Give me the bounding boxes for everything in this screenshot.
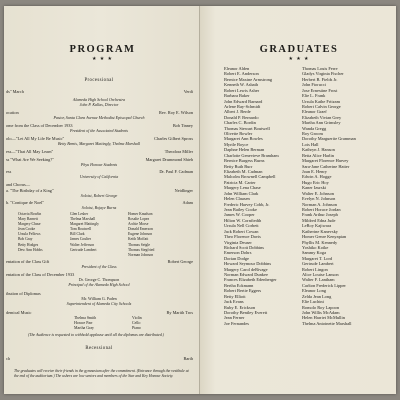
graduate-name: Robert E. Anderson (224, 71, 259, 77)
graduate-name: Bernice Burgess Burns (224, 158, 265, 164)
chorus-name: Dew Ann Hobbs (18, 247, 43, 252)
graduate-name: Margaret Ann Bowles (224, 136, 263, 142)
trio-instrument: Piano (132, 326, 141, 330)
graduate-name: Carlton Frederick Lipper (302, 282, 346, 288)
graduate-name: Katherine Kanevsky (302, 228, 338, 234)
program-item: ss "What Are We Seeking?" (6, 157, 54, 162)
graduate-name: Dorian Dodge (224, 255, 249, 261)
program-stars: ★ ★ ★ (92, 57, 113, 62)
chorus-name: Betty Hodges (18, 242, 39, 247)
program-item: b. "Contique de Noel" (6, 200, 45, 205)
graduate-name: John Edward Barnard (224, 98, 263, 104)
chorus-name: James Coulter (70, 237, 91, 242)
graduate-name: James W. Cooper (224, 212, 255, 218)
graduate-name: Olivette Bowler (224, 131, 253, 137)
graduate-name: Betty Elliott (224, 293, 246, 299)
processional-label: Processional (84, 78, 114, 83)
graduate-name: Robert Lingon (302, 266, 328, 272)
program-item: and Chorus— (6, 182, 30, 187)
program-note: Betty Bemis, Margaret Mattingly, Thelma Marshall (57, 141, 141, 146)
chorus-name: Tom Boutwell (70, 227, 92, 232)
graduate-name: Hugo Eric Hoy (302, 179, 329, 185)
graduate-name: Robert Lewis Asher (224, 87, 260, 93)
graduate-name: Margery Carol deRivage (224, 266, 268, 272)
graduate-name: Jose Ernestine Frost (302, 87, 338, 93)
chorus-name: Norman Johnson (128, 252, 154, 257)
chorus-name: Thomas Siegfried (128, 247, 155, 252)
footer-note: The graduates will receive their friends in the gymnasium after the commitment. (Entrance through the vestibule at the end of the auditorium.) The ushers are low seniors and members of the Star and Key Honour Society. (14, 369, 189, 378)
graduate-name: Margaret T. Lord (302, 255, 333, 261)
graduate-name: Jean Bailey Cooke (224, 206, 257, 212)
program-item-performer: Robert George (167, 259, 193, 264)
chorus-name: Gertrude Lambert (70, 247, 97, 252)
graduate-name: Arlene Ray-Schmidt (224, 103, 261, 109)
trio-note: (The Audience is requested to withhold applause until all the diplomas are distributed.) (28, 333, 164, 337)
graduate-name: Mildred Edna Jude (302, 217, 336, 223)
graduate-name: Margaret Florence Harvey (302, 158, 349, 164)
graduate-name: Myrtle Boyce (224, 141, 249, 147)
graduate-name: Hilton W. Cornfiedth (224, 217, 262, 223)
graduate-name: Kaner Izurski (302, 185, 327, 191)
program-item-performer: By Marith Tros (166, 310, 193, 315)
graduate-name: Charlotte Genevieve Bramham (224, 152, 279, 158)
program-note: Principal of the Alameda High School (68, 282, 130, 287)
trio-instrument: Violin (132, 316, 142, 320)
chorus-column (70, 212, 99, 258)
graduate-name: Emerson Dohrs (224, 250, 252, 256)
program-item-performer: Rev. Roy E. Wilson (159, 110, 193, 115)
chorus-name: Keith Moffatt (128, 237, 149, 242)
chorus-name: Rosalie Lopez (128, 217, 150, 222)
graduate-name: Eleanor Graef (302, 109, 327, 115)
program-item-performer: Charles Gilbert Spross (154, 136, 193, 141)
graduate-name: John Fiorucci (302, 82, 327, 88)
graduate-name: Gladys Virginia Fischer (302, 71, 344, 77)
graduate-name: Charles C. Bordin (224, 120, 256, 126)
program-note: Dr. George C. Thompson (78, 277, 120, 282)
graduate-name: LeRoy Kajiwara (302, 223, 332, 229)
graduate-name: Gertrude Lambert (302, 261, 334, 267)
program-item-performer: Margaret Drummond Shieh (145, 157, 193, 162)
graduates-column-1 (224, 66, 279, 326)
chorus-name (70, 253, 99, 258)
program-note: John P. Kallas, Director (79, 102, 119, 107)
graduate-name: Walter E. Johnson (302, 190, 334, 196)
program-note: President of the Associated Students (70, 128, 128, 133)
graduate-name: Thomas Louis Ferre (302, 66, 338, 71)
graduate-name: Alice Louise Lanson (302, 272, 339, 278)
graduate-name: Daphne Helen Berman (224, 147, 265, 153)
graduate-name: Ursula Nell Corbett (224, 223, 259, 229)
graduates-page (200, 6, 396, 394)
trio-member: Thelma Smith (74, 316, 97, 320)
graduate-name: Edwin A. Hogge (302, 174, 332, 180)
chorus-name: Octavia Bowlin (18, 212, 42, 216)
graduate-name: Zelda Jean Long (302, 293, 332, 299)
graduate-name: Margery Lena Chase (224, 185, 261, 191)
program-note: Soloist, Robert George (80, 193, 118, 198)
graduate-name: Thelma Antoinette Marshall (302, 320, 352, 326)
program-item: ocation (6, 110, 19, 115)
graduates-column-2 (302, 66, 356, 326)
graduate-name: Virginia Deuser (224, 239, 252, 245)
graduate-name: Betta Alice Harlin (302, 152, 334, 158)
chorus-name: Walter Jefferson (70, 242, 95, 247)
program-note: Phyu Honour Students (80, 162, 118, 167)
graduate-name: Joe Fernandes (224, 320, 249, 326)
graduate-name: Albert J. Berde (224, 109, 251, 115)
graduate-name: Sara-Jane Catherine Hatter (302, 163, 350, 169)
graduate-name: Betty Ruth Burr (224, 163, 253, 169)
graduate-name: Kenneth W. Asbath (224, 82, 259, 88)
graduate-name: Elie L. Frank (302, 93, 326, 99)
chorus-column (18, 212, 43, 258)
program-note: Alameda High School Orchestra (72, 97, 126, 102)
graduate-name: Jack Evans (224, 299, 244, 305)
program-item: demical Music (6, 310, 32, 315)
recessional-label: Recessional (85, 346, 113, 351)
graduate-name: Yoshiko Koike (302, 244, 329, 250)
graduate-name: Homer Genre Kenyapian (302, 234, 347, 240)
graduate-name: Joan E. Henry (302, 169, 327, 175)
program-booklet (4, 6, 396, 394)
program-item-performer: Theodora Miller (164, 149, 193, 154)
program-item-performer: Verdi (183, 89, 193, 94)
graduate-name: Herbert B. Fields Jr. (302, 76, 338, 82)
program-item: ess—"That All May Learn" (6, 149, 54, 154)
chorus-name: Bill Clark (70, 232, 85, 237)
graduate-name: Jean Ferner (224, 315, 245, 321)
graduate-name: Robert Bertie Eggers (224, 288, 262, 294)
graduates-stars: ★ ★ ★ (288, 57, 310, 62)
chorus-name: Eugene Johnson (128, 232, 153, 237)
program-item: entation of the Class Gift (6, 259, 50, 264)
recessional-composer: Barth (183, 356, 193, 361)
graduate-name: Kathryn J. Hanson (302, 147, 335, 153)
graduate-name: Bernice Maxine Armstrong (224, 76, 273, 82)
program-item: olo—"Let All My Life Be Music" (6, 136, 65, 141)
graduate-name: Eleanor Alden (224, 66, 250, 71)
graduate-name: Lois Hall (302, 141, 319, 147)
graduate-name: Romolo Roy Lapoon (302, 304, 340, 310)
graduate-name: Ursula Kathe Fritzam (302, 98, 341, 104)
graduate-name: Robert Calvin George (302, 103, 341, 109)
graduate-name: Phyllis M. Kennedy (302, 239, 338, 245)
chorus-name (18, 253, 43, 258)
graduate-name: Helen Clausen (224, 196, 250, 202)
recessional-item: ch (6, 356, 11, 361)
program-title: PROGRAM (69, 44, 136, 55)
graduate-name: Bertha Eckmann (224, 282, 254, 288)
chorus-name: Donald Emerson (128, 227, 153, 232)
program-item-performer: Neidlinger (174, 188, 193, 193)
graduate-name: Thomas Stewart Boutwell (224, 125, 270, 131)
chorus-name: Margery Chase (18, 222, 41, 227)
program-page (4, 6, 200, 394)
graduate-name: Frederic Harvey Cobb, Jr. (224, 201, 270, 207)
program-note: Mr. William G. Paden (81, 296, 117, 301)
program-note: Soloist, Bojaye Burns (81, 205, 117, 210)
graduate-name: John William Clark (224, 190, 259, 196)
trio-member: Horace Parr (74, 321, 93, 325)
chorus-name: Glen Lesher (70, 212, 89, 216)
graduate-name: Martha Ann Grimsley (302, 120, 341, 126)
program-note: Pastor, Santa Clara Avenue Methodist Episcopal Church (53, 115, 145, 120)
graduate-name: Wanda Gregg (302, 125, 327, 131)
graduate-name: Evelyn N. Johnson (302, 196, 336, 202)
graduate-name: Eleanor Long (302, 288, 327, 294)
trio-member: Martha Gray (74, 326, 94, 330)
graduate-name: Donald P. Bernardo (224, 114, 259, 120)
graduate-name: Helen Harriet McMullin (302, 315, 345, 321)
graduate-name: Elie Luchini (302, 299, 324, 305)
chorus-name: Thomas Seigle (128, 242, 151, 247)
graduate-name: Patricia M. Carter (224, 179, 256, 185)
graduate-name: Ruby E. Erickson (224, 304, 256, 310)
program-item: ibution of Diplomas (6, 291, 41, 296)
program-item: ome from the Class of December 1933 (6, 123, 73, 128)
graduate-name: Elizabeth M. Cadman (224, 169, 263, 175)
graduate-name: Norman A. Johnson (302, 201, 338, 207)
graduate-name: Walter F. Lantham (302, 277, 335, 283)
graduate-name: Frances Elizabeth Edenberger (224, 277, 277, 283)
program-item-performer: Dr. Paul F. Cadman (159, 169, 193, 174)
chorus-name: Margaret Mattingly (70, 222, 99, 227)
chorus-name: Mary Barnett (18, 217, 38, 222)
program-item-performer: Bob Tinney (172, 123, 193, 128)
chorus-name: Homer Knudson (128, 212, 153, 216)
graduate-name: Frank Arthur Joseph (302, 212, 338, 218)
graduate-name: Howard Seymour Dobbins (224, 261, 272, 267)
program-item: ess (6, 169, 12, 174)
trio-instrument: Cello (132, 321, 141, 325)
chorus-name: Jean Cooke (18, 227, 36, 232)
chorus-name: Thelma Marshall (70, 217, 96, 222)
graduate-name: Elizabeth Vivian Grey (302, 114, 342, 120)
program-note: Superintendent of Alameda City Schools (66, 301, 132, 306)
chorus-name: Ursula Fellows (18, 232, 41, 237)
graduates-title: GRADUATES (259, 44, 339, 55)
graduate-name: Norman Edward Dunkee (224, 272, 268, 278)
chorus-name: Archie Morse (128, 222, 149, 227)
graduate-name: Theo Florence Davis (224, 234, 261, 240)
graduate-name: Dorothy Bentley Everett (224, 309, 268, 315)
chorus-column (128, 212, 154, 258)
graduate-name: Richard Scott Dobbins (224, 244, 265, 250)
program-item: a. "The Birthday of a King" (6, 188, 54, 193)
graduate-name: Barbara Baker (224, 93, 250, 99)
program-note: President of the Class (81, 264, 117, 269)
graduate-name: Roy Groom (302, 131, 323, 137)
graduate-name: Jack Robert Cowan (224, 228, 259, 234)
chorus-name: Bob Gray (18, 237, 33, 242)
program-item: ds" March (6, 89, 24, 94)
graduate-name: Robert Horace Jordan (302, 206, 341, 212)
graduate-name: John Willis McAdam (302, 309, 340, 315)
program-note: University of California (79, 174, 119, 179)
program-item-performer: Adam (182, 200, 193, 205)
graduate-name: Sammy Koga (302, 250, 327, 256)
program-item: entation of the Class of December 1933 (6, 272, 75, 277)
graduate-name: Malcolm Brownell Campbell (224, 174, 276, 180)
graduate-name: Dorothy Marguerite Gramman (302, 136, 356, 142)
